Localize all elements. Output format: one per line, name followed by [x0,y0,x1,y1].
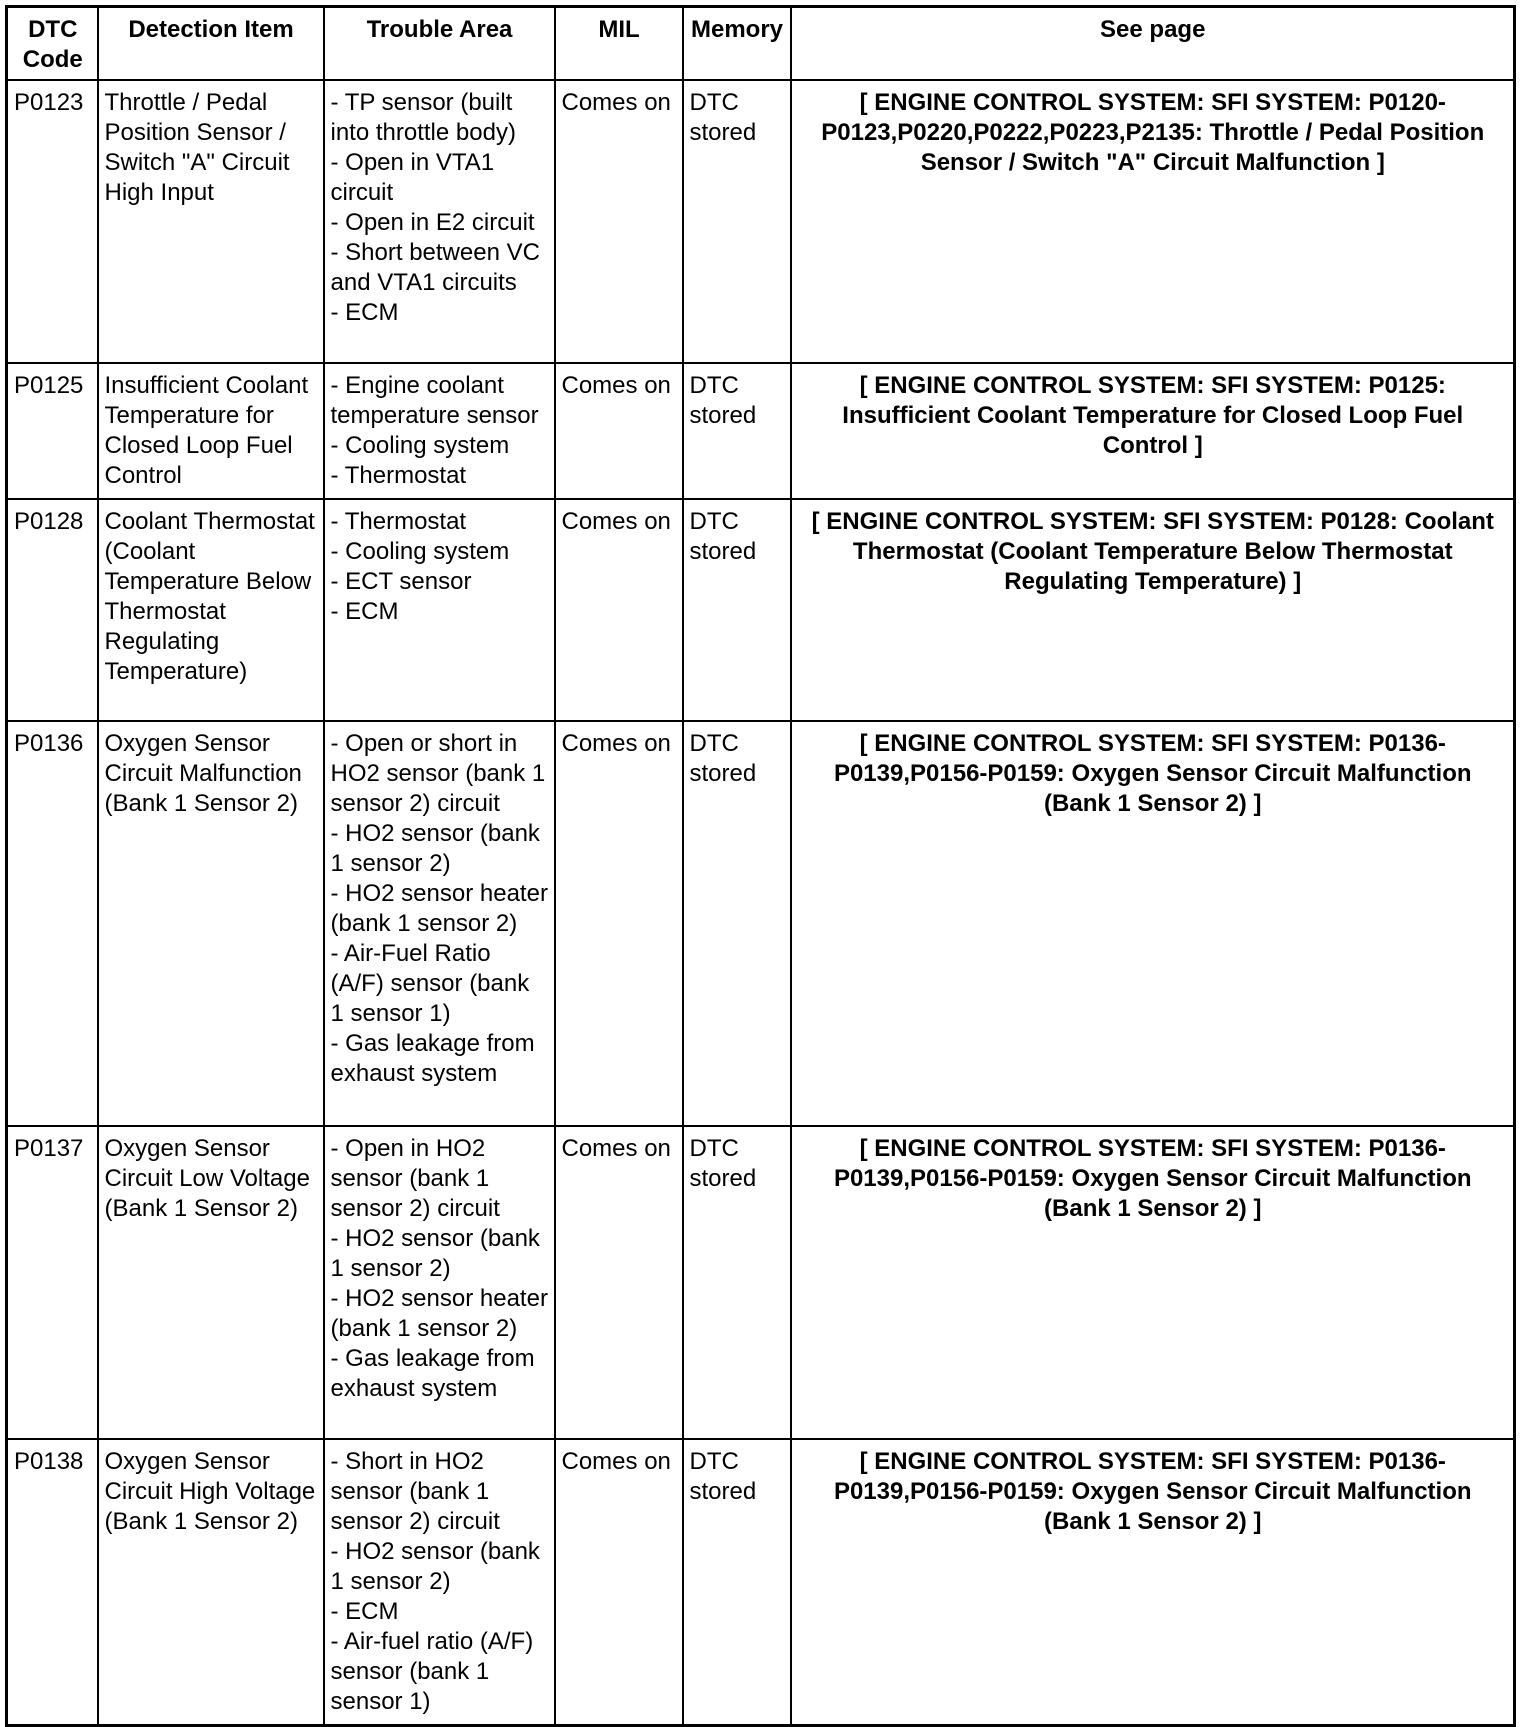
trouble-area-item: - ECM [330,299,399,326]
trouble-area-item: - ECM [330,598,399,625]
trouble-area-item: - Open in E2 circuit [330,209,535,236]
detection-item: Insufficient Coolant Temperature for Closed Loop Fuel Control [98,363,324,499]
table-row [7,499,1515,721]
mil-status: Comes on [555,363,683,499]
memory-status: DTC stored [683,363,791,499]
table-row [7,721,1515,1126]
dtc-code: P0137 [7,1126,98,1439]
trouble-area-item: - Short in HO2 sensor (bank 1 sensor 2) circuit [330,1448,500,1535]
trouble-area-item: - Short between VC and VTA1 circuits [330,239,540,296]
dtc-code: P0128 [7,499,98,721]
dtc-code: P0123 [7,80,98,363]
dtc-code: P0125 [7,363,98,499]
trouble-area-item: - Air-Fuel Ratio (A/F) sensor (bank 1 sensor 1) [330,940,530,1027]
trouble-area-item: - Open in VTA1 circuit [330,149,495,206]
header-detection-item: Detection Item [98,7,324,81]
dtc-code: P0136 [7,721,98,1126]
see-page-link[interactable]: [ ENGINE CONTROL SYSTEM: SFI SYSTEM: P0125: Insufficient Coolant Temperature for Closed Loop Fuel Control ] [791,363,1515,499]
see-page-link[interactable]: [ ENGINE CONTROL SYSTEM: SFI SYSTEM: P0136-P0139,P0156-P0159: Oxygen Sensor Circuit Malfunction (Bank 1 Sensor 2) ] [791,1439,1515,1726]
trouble-area-item: - Thermostat [330,462,467,489]
table-row [7,1439,1515,1726]
header-memory: Memory [683,7,791,81]
detection-item: Oxygen Sensor Circuit Malfunction (Bank 1 Sensor 2) [98,721,324,1126]
trouble-area-item: - ECT sensor [330,568,472,595]
memory-status: DTC stored [683,80,791,363]
trouble-area-item: - Thermostat [330,508,467,535]
trouble-area-item: - Gas leakage from exhaust system [330,1030,535,1087]
dtc-code: P0138 [7,1439,98,1726]
mil-status: Comes on [555,1439,683,1726]
trouble-area-item: - Engine coolant temperature sensor [330,372,539,429]
table-row [7,1126,1515,1439]
trouble-area-item: - Gas leakage from exhaust system [330,1345,535,1402]
trouble-area-item: - Open in HO2 sensor (bank 1 sensor 2) circuit [330,1135,500,1222]
trouble-area-item: - Open or short in HO2 sensor (bank 1 sensor 2) circuit [330,730,546,817]
trouble-area-item: - Air-fuel ratio (A/F) sensor (bank 1 sensor 1) [330,1628,534,1715]
trouble-area-item: - TP sensor (built into throttle body) [330,89,516,146]
trouble-area [324,721,555,1126]
trouble-area [324,363,555,499]
detection-item: Throttle / Pedal Position Sensor / Switch "A" Circuit High Input [98,80,324,363]
header-row [7,7,1515,81]
mil-status: Comes on [555,499,683,721]
trouble-area-item: - HO2 sensor heater (bank 1 sensor 2) [330,1285,548,1342]
detection-item: Coolant Thermostat (Coolant Temperature Below Thermostat Regulating Temperature) [98,499,324,721]
memory-status: DTC stored [683,721,791,1126]
memory-status: DTC stored [683,1126,791,1439]
trouble-area-item: - HO2 sensor (bank 1 sensor 2) [330,820,540,877]
mil-status: Comes on [555,1126,683,1439]
see-page-link[interactable]: [ ENGINE CONTROL SYSTEM: SFI SYSTEM: P0128: Coolant Thermostat (Coolant Temperature Below Thermostat Regulating Temperature) ] [791,499,1515,721]
trouble-area-item: - HO2 sensor (bank 1 sensor 2) [330,1538,540,1595]
header-see-page: See page [791,7,1515,81]
see-page-link[interactable]: [ ENGINE CONTROL SYSTEM: SFI SYSTEM: P0136-P0139,P0156-P0159: Oxygen Sensor Circuit Malfunction (Bank 1 Sensor 2) ] [791,721,1515,1126]
trouble-area-item: - ECM [330,1598,399,1625]
see-page-link[interactable]: [ ENGINE CONTROL SYSTEM: SFI SYSTEM: P0120-P0123,P0220,P0222,P0223,P2135: Throttle / Pedal Position Sensor / Switch "A" Circuit Malfunction ] [791,80,1515,363]
trouble-area [324,1126,555,1439]
trouble-area [324,499,555,721]
trouble-area [324,1439,555,1726]
table-row [7,80,1515,363]
dtc-table [5,5,1516,1727]
memory-status: DTC stored [683,1439,791,1726]
header-trouble-area: Trouble Area [324,7,555,81]
trouble-area-item: - HO2 sensor (bank 1 sensor 2) [330,1225,540,1282]
trouble-area-item: - Cooling system [330,432,510,459]
trouble-area [324,80,555,363]
trouble-area-item: - HO2 sensor heater (bank 1 sensor 2) [330,880,548,937]
mil-status: Comes on [555,721,683,1126]
detection-item: Oxygen Sensor Circuit Low Voltage (Bank 1 Sensor 2) [98,1126,324,1439]
detection-item: Oxygen Sensor Circuit High Voltage (Bank 1 Sensor 2) [98,1439,324,1726]
table-row [7,363,1515,499]
trouble-area-item: - Cooling system [330,538,510,565]
mil-status: Comes on [555,80,683,363]
memory-status: DTC stored [683,499,791,721]
header-mil: MIL [555,7,683,81]
see-page-link[interactable]: [ ENGINE CONTROL SYSTEM: SFI SYSTEM: P0136-P0139,P0156-P0159: Oxygen Sensor Circuit Malfunction (Bank 1 Sensor 2) ] [791,1126,1515,1439]
header-dtc-code: DTC Code [7,7,98,81]
